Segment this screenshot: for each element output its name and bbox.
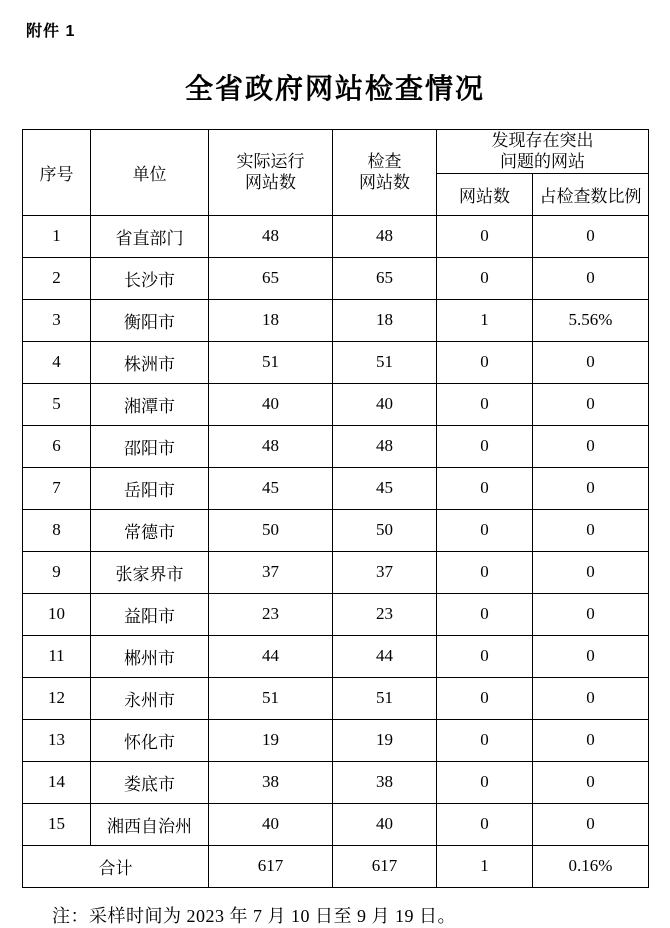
cell-checked: 45 [333,467,437,509]
cell-problem: 0 [437,509,533,551]
cell-unit: 永州市 [91,677,209,719]
table-row [23,257,649,299]
cell-checked: 38 [333,761,437,803]
cell-ratio: 0 [533,719,649,761]
table-row [23,635,649,677]
total-running: 617 [209,845,333,887]
cell-problem: 0 [437,425,533,467]
table-header-row-1 [23,130,649,174]
header-problem-ratio: 占检查数比例 [533,173,649,215]
header-problem-group-line1: 发现存在突出 [491,131,594,150]
cell-running: 51 [209,341,333,383]
cell-ratio: 0 [533,509,649,551]
cell-running: 19 [209,719,333,761]
table-row [23,509,649,551]
table-row [23,803,649,845]
cell-running: 45 [209,467,333,509]
cell-no: 14 [23,761,91,803]
table-row [23,425,649,467]
header-checked-sites [333,130,437,216]
cell-unit: 湘潭市 [91,383,209,425]
page-title: 全省政府网站检查情况 [184,74,485,105]
cell-no: 12 [23,677,91,719]
table-row [23,719,649,761]
table-header [23,130,649,216]
table-row [23,215,649,257]
cell-no: 4 [23,341,91,383]
cell-unit: 湘西自治州 [91,803,209,845]
total-ratio: 0.16% [533,845,649,887]
cell-problem: 0 [437,635,533,677]
table-row [23,677,649,719]
cell-running: 40 [209,383,333,425]
total-checked: 617 [333,845,437,887]
cell-unit: 益阳市 [91,593,209,635]
cell-no: 2 [23,257,91,299]
cell-no: 13 [23,719,91,761]
cell-running: 23 [209,593,333,635]
cell-problem: 1 [437,299,533,341]
cell-problem: 0 [437,257,533,299]
cell-no: 5 [23,383,91,425]
cell-checked: 18 [333,299,437,341]
header-running-sites [209,130,333,216]
cell-checked: 40 [333,803,437,845]
cell-running: 37 [209,551,333,593]
cell-ratio: 0 [533,341,649,383]
cell-ratio: 0 [533,257,649,299]
total-label: 合计 [23,845,209,887]
cell-checked: 19 [333,719,437,761]
cell-problem: 0 [437,215,533,257]
cell-no: 10 [23,593,91,635]
cell-no: 7 [23,467,91,509]
cell-problem: 0 [437,803,533,845]
cell-running: 40 [209,803,333,845]
cell-checked: 51 [333,341,437,383]
cell-unit: 张家界市 [91,551,209,593]
header-running-sites-line2: 网站数 [245,173,296,193]
cell-unit: 岳阳市 [91,467,209,509]
cell-ratio: 0 [533,593,649,635]
cell-ratio: 0 [533,761,649,803]
table-row [23,467,649,509]
cell-problem: 0 [437,383,533,425]
cell-ratio: 0 [533,635,649,677]
cell-ratio: 0 [533,803,649,845]
cell-problem: 0 [437,551,533,593]
cell-ratio: 0 [533,551,649,593]
header-problem-group [437,130,649,174]
cell-ratio: 5.56% [533,299,649,341]
cell-unit: 株洲市 [91,341,209,383]
cell-ratio: 0 [533,467,649,509]
cell-no: 1 [23,215,91,257]
cell-unit: 邵阳市 [91,425,209,467]
cell-running: 50 [209,509,333,551]
cell-checked: 51 [333,677,437,719]
cell-checked: 48 [333,425,437,467]
table-body [23,215,649,845]
cell-problem: 0 [437,341,533,383]
table-row [23,593,649,635]
header-problem-count: 网站数 [437,173,533,215]
header-unit: 单位 [91,130,209,216]
cell-problem: 0 [437,467,533,509]
cell-unit: 常德市 [91,509,209,551]
table-total-row [23,845,649,887]
cell-checked: 37 [333,551,437,593]
cell-checked: 48 [333,215,437,257]
cell-unit: 怀化市 [91,719,209,761]
cell-unit: 省直部门 [91,215,209,257]
cell-problem: 0 [437,593,533,635]
cell-no: 15 [23,803,91,845]
cell-no: 9 [23,551,91,593]
header-problem-group-line2: 问题的网站 [500,152,585,172]
cell-running: 38 [209,761,333,803]
table-row [23,299,649,341]
cell-ratio: 0 [533,383,649,425]
table-row [23,551,649,593]
cell-checked: 50 [333,509,437,551]
table-note: 注：采样时间为 2023 年 7 月 10 日至 9 月 19 日。 [52,905,456,926]
table-footer [23,845,649,887]
cell-running: 44 [209,635,333,677]
cell-checked: 40 [333,383,437,425]
total-problem: 1 [437,845,533,887]
cell-no: 6 [23,425,91,467]
header-checked-sites-line1: 检查 [367,152,402,171]
cell-ratio: 0 [533,677,649,719]
cell-no: 8 [23,509,91,551]
cell-unit: 郴州市 [91,635,209,677]
cell-ratio: 0 [533,215,649,257]
table-row [23,341,649,383]
header-running-sites-line1: 实际运行 [236,152,305,171]
cell-checked: 44 [333,635,437,677]
cell-running: 48 [209,215,333,257]
cell-problem: 0 [437,719,533,761]
header-no: 序号 [23,130,91,216]
cell-problem: 0 [437,677,533,719]
header-checked-sites-line2: 网站数 [359,173,410,193]
cell-unit: 衡阳市 [91,299,209,341]
table-row [23,383,649,425]
cell-checked: 23 [333,593,437,635]
cell-running: 51 [209,677,333,719]
table-row [23,761,649,803]
cell-checked: 65 [333,257,437,299]
cell-no: 11 [23,635,91,677]
cell-unit: 娄底市 [91,761,209,803]
cell-ratio: 0 [533,425,649,467]
cell-running: 18 [209,299,333,341]
website-inspection-table [22,129,649,888]
cell-problem: 0 [437,761,533,803]
cell-no: 3 [23,299,91,341]
cell-running: 48 [209,425,333,467]
cell-unit: 长沙市 [91,257,209,299]
attachment-label: 附件 1 [26,23,76,40]
cell-running: 65 [209,257,333,299]
